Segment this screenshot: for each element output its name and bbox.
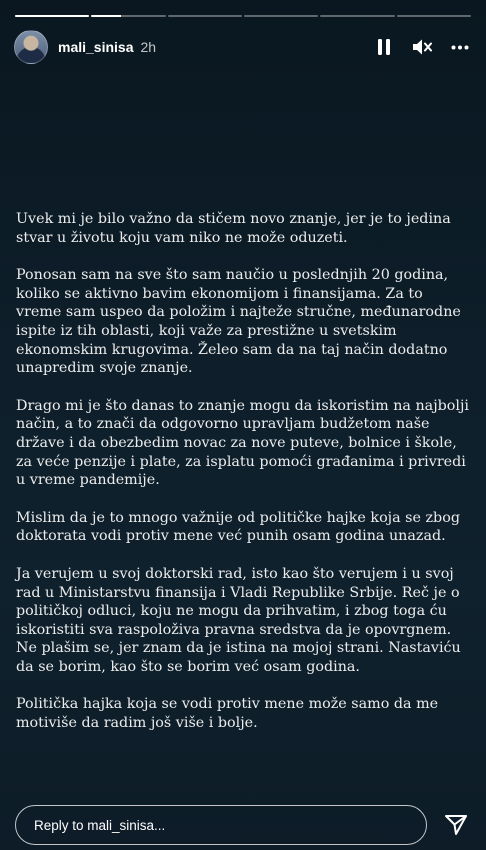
story-text: [16, 210, 470, 752]
progress-segment: [397, 15, 471, 17]
send-icon[interactable]: [441, 810, 471, 840]
story-header: [14, 30, 472, 64]
progress-segment: [168, 15, 242, 17]
username[interactable]: mali_sinisa: [58, 39, 134, 55]
reply-bar: [15, 804, 471, 846]
story-progress-bar: [15, 15, 471, 17]
avatar[interactable]: [14, 30, 48, 64]
progress-segment: [15, 15, 89, 17]
story-controls: [372, 35, 472, 59]
pause-icon[interactable]: [372, 35, 396, 59]
story-paragraph: Ja verujem u svoj doktorski rad, isto kao što verujem i u svoj rad u Ministarstvu finansija i Vladi Republike Srbije. Reč je o političkoj odluci, koju ne mogu da prihvatim, i zbog toga ću iskoristiti sva raspoloživa pravna sredstva da je opovrgnem. Ne plašim se, jer znam da je istina na mojoj strani. Nastaviću da se borim, kao što se borim već osam godina.: [16, 565, 461, 675]
progress-segment: [320, 15, 394, 17]
story-paragraph: Mislim da je to mnogo važnije od političke hajke koja se zbog doktorata vodi protiv mene već punih osam godina unazad.: [16, 509, 460, 545]
story-paragraph: Uvek mi je bilo važno da stičem novo znanje, jer je to jedina stvar u životu koju vam niko ne može oduzeti.: [16, 211, 451, 246]
post-time: 2h: [140, 39, 157, 55]
reply-input[interactable]: [15, 805, 427, 845]
mute-icon[interactable]: [410, 35, 434, 59]
story-paragraph: Ponosan sam na sve što sam naučio u poslednjih 20 godina, koliko se aktivno bavim ekonomijom i finansijama. Za to vreme sam uspeo da položim i najteže stručne, međunarodne ispite iz tih oblasti, koji važe za prestižne u svetskim ekonomskim krugovima. Želeo sam da na taj način dodatno unapredim svoje znanje.: [16, 267, 461, 377]
more-icon[interactable]: [448, 35, 472, 59]
story-paragraph: Drago mi je što danas to znanje mogu da iskoristim na najbolji način, a to znači da odgovorno upravljam budžetom naše države i da obezbedim novac za nove puteve, bolnice i škole, za veće penzije i plate, za isplatu pomoći građanima i privredi u vreme pandemije.: [16, 397, 469, 489]
progress-segment: [91, 15, 165, 17]
story-paragraph: Politička hajka koja se vodi protiv mene može samo da me motiviše da radim još više i bolje.: [16, 696, 439, 732]
progress-segment: [244, 15, 318, 17]
